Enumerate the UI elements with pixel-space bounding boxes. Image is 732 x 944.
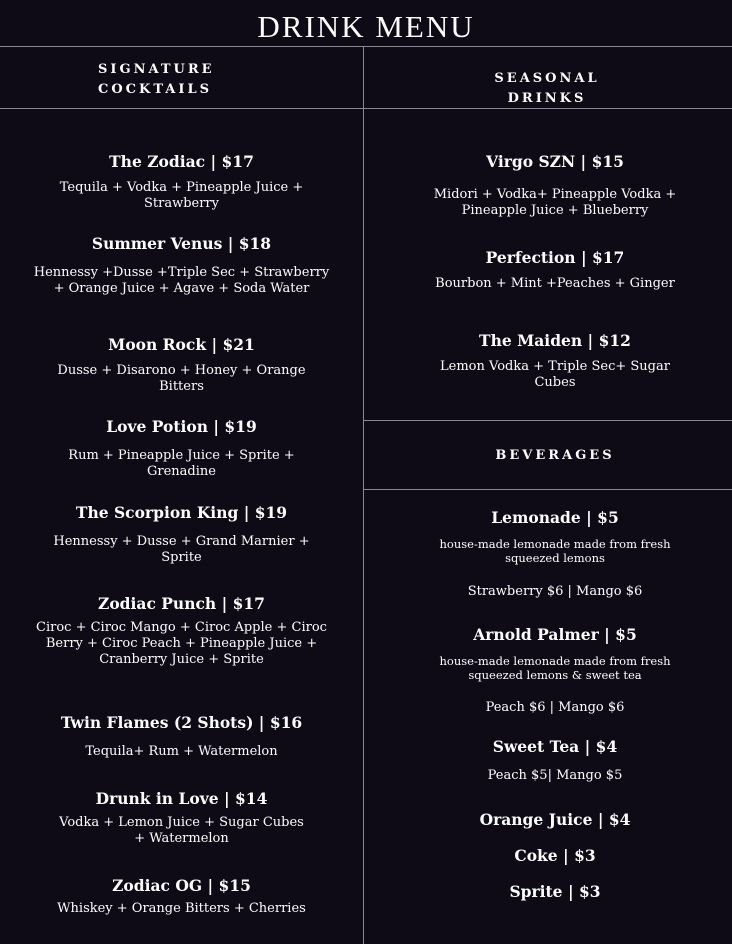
item-name: Perfection | $17 [485, 248, 625, 267]
divider-vertical [363, 46, 364, 944]
menu-item [30, 713, 333, 760]
item-name: Zodiac Punch | $17 [98, 594, 265, 613]
item-name: Twin Flames (2 Shots) | $16 [60, 713, 303, 732]
item-name: Love Potion | $19 [106, 417, 257, 436]
item-description: Lemon Vodka + Triple Sec+ Sugar Cubes [440, 359, 670, 390]
item-name: The Maiden | $12 [479, 331, 631, 350]
item-description: Ciroc + Ciroc Mango + Ciroc Apple + Ciroc Berry + Ciroc Peach + Pineapple Juice + Cranberry Juice + Sprite [36, 620, 327, 667]
item-name: Summer Venus | $18 [91, 234, 272, 253]
item-description: Rum + Pineapple Juice + Sprite + Grenadine [68, 448, 295, 479]
menu-item [30, 152, 333, 212]
item-name: Arnold Palmer | $5 [473, 625, 637, 644]
item-name: Drunk in Love | $14 [95, 789, 268, 808]
item-note: house-made lemonade made from fresh squeezed lemons & sweet tea [439, 654, 671, 682]
page-title: DRINK MENU [257, 9, 475, 44]
item-description: Tequila+ Rum + Watermelon [85, 744, 278, 759]
menu-item [30, 594, 333, 668]
item-description: Hennessy + Dusse + Grand Marnier + Sprite [53, 534, 310, 565]
divider-top [0, 46, 732, 47]
item-variants: Peach $6 | Mango $6 [485, 700, 625, 715]
menu-item [420, 737, 690, 784]
item-name: Lemonade | $5 [491, 508, 619, 527]
menu-item [30, 335, 333, 395]
divider-beverages-bottom [364, 489, 732, 490]
menu-item [30, 503, 333, 566]
menu-item [30, 417, 333, 480]
item-description: Dusse + Disarono + Honey + Orange Bitters [57, 363, 306, 394]
section-heading-signature: SIGNATURE COCKTAILS [98, 62, 215, 97]
divider-header-bottom [0, 108, 732, 109]
item-note: house-made lemonade made from fresh squeezed lemons [439, 537, 671, 565]
item-name: Virgo SZN | $15 [486, 152, 624, 171]
item-name: Moon Rock | $21 [108, 335, 255, 354]
item-name: Sprite | $3 [509, 882, 601, 901]
item-variants: Peach $5| Mango $5 [487, 768, 623, 783]
item-description: Tequila + Vodka + Pineapple Juice + Strawberry [59, 180, 304, 211]
item-description: Vodka + Lemon Juice + Sugar Cubes + Watermelon [59, 815, 304, 846]
menu-item [30, 789, 333, 847]
divider-beverages-top [364, 420, 732, 421]
menu-item [30, 876, 333, 917]
menu-item [420, 152, 690, 219]
item-name: The Scorpion King | $19 [75, 503, 288, 522]
menu-item [420, 846, 690, 866]
item-name: The Zodiac | $17 [109, 152, 254, 171]
menu-item [420, 810, 690, 830]
item-name: Sweet Tea | $4 [492, 737, 618, 756]
menu-item [420, 331, 690, 391]
menu-item [420, 248, 690, 292]
menu-item [420, 625, 690, 716]
item-name: Orange Juice | $4 [479, 810, 631, 829]
menu-item [420, 508, 690, 600]
section-heading-seasonal: SEASONAL DRINKS [494, 71, 600, 106]
item-description: Bourbon + Mint +Peaches + Ginger [435, 276, 675, 291]
section-heading-beverages: BEVERAGES [495, 448, 615, 463]
item-description: Midori + Vodka+ Pineapple Vodka + Pineapple Juice + Blueberry [433, 187, 677, 218]
item-name: Coke | $3 [514, 846, 596, 865]
menu-item [30, 234, 333, 297]
item-name: Zodiac OG | $15 [112, 876, 251, 895]
menu-item [420, 882, 690, 902]
item-description: Hennessy +Dusse +Triple Sec + Strawberry + Orange Juice + Agave + Soda Water [33, 265, 330, 296]
item-variants: Strawberry $6 | Mango $6 [467, 584, 643, 599]
item-description: Whiskey + Orange Bitters + Cherries [57, 901, 306, 916]
